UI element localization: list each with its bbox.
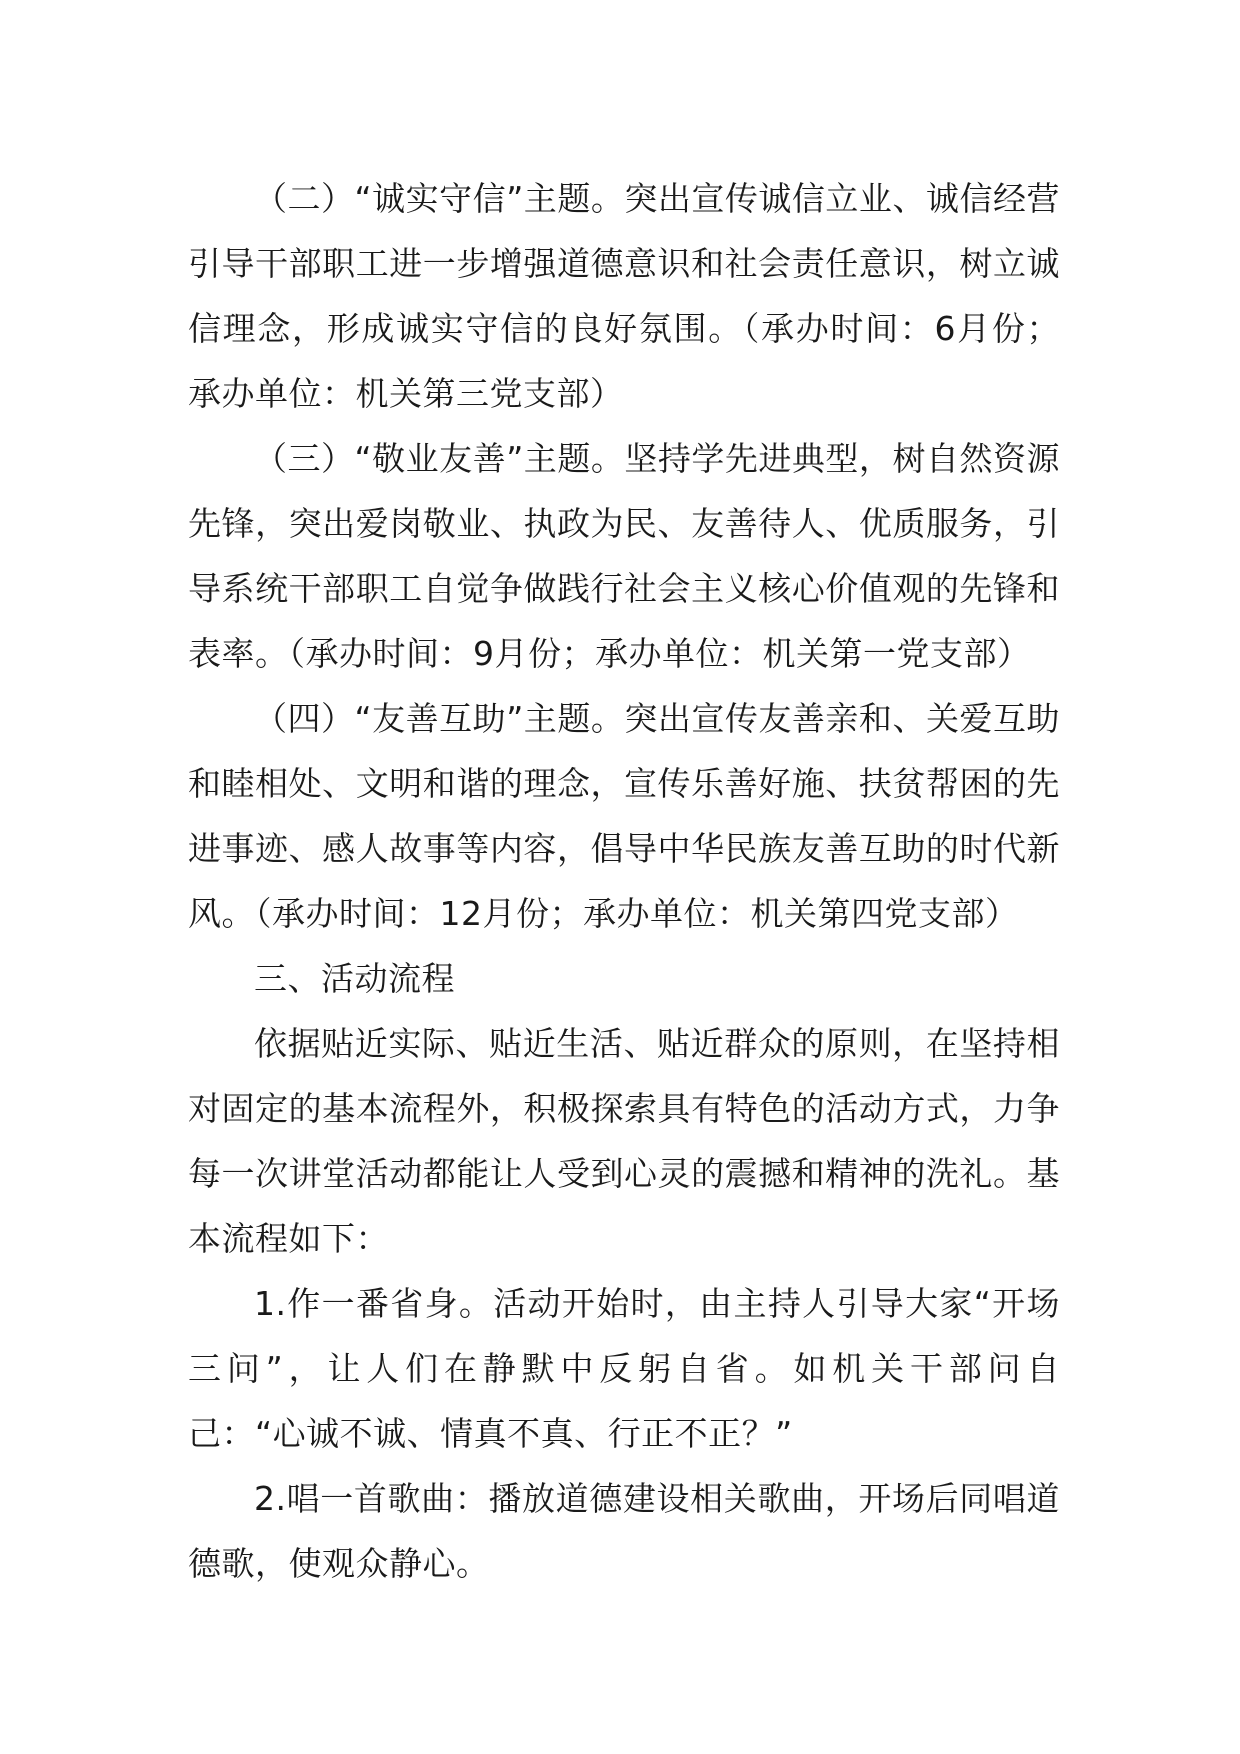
paragraph-process-intro: 依据贴近实际、贴近生活、贴近群众的原则，在坚持相对固定的基本流程外，积极探索具有特色的活动方式，力争每一次讲堂活动都能让人受到心灵的震撼和精神的洗礼。基本流程如下： [188, 1024, 1060, 1258]
paragraph-theme-dedication: （三）“敬业友善”主题。坚持学先进典型，树自然资源先锋，突出爱岗敬业、执政为民、友善待人、优质服务，引导系统干部职工自觉争做践行社会主义核心价值观的先锋和表率。（承办时间：9月份；承办单位：机关第一党支部） [188, 439, 1060, 673]
section-heading-activity-process: 三、活动流程 [254, 959, 455, 998]
paragraph-step-2: 2.唱一首歌曲：播放道德建设相关歌曲，开场后同唱道德歌，使观众静心。 [188, 1479, 1060, 1583]
document-body [188, 166, 1060, 1596]
paragraph-theme-honesty: （二）“诚实守信”主题。突出宣传诚信立业、诚信经营引导干部职工进一步增强道德意识和社会责任意识，树立诚信理念，形成诚实守信的良好氛围。（承办时间：6月份；承办单位：机关第三党支部） [188, 179, 1060, 413]
paragraph-step-1: 1.作一番省身。活动开始时，由主持人引导大家“开场三问”，让人们在静默中反躬自省。如机关干部问自己：“心诚不诚、情真不真、行正不正？” [188, 1284, 1060, 1453]
paragraph-theme-mutual-help: （四）“友善互助”主题。突出宣传友善亲和、关爱互助和睦相处、文明和谐的理念，宣传乐善好施、扶贫帮困的先进事迹、感人故事等内容，倡导中华民族友善互助的时代新风。（承办时间：12月份；承办单位：机关第四党支部） [188, 699, 1060, 933]
